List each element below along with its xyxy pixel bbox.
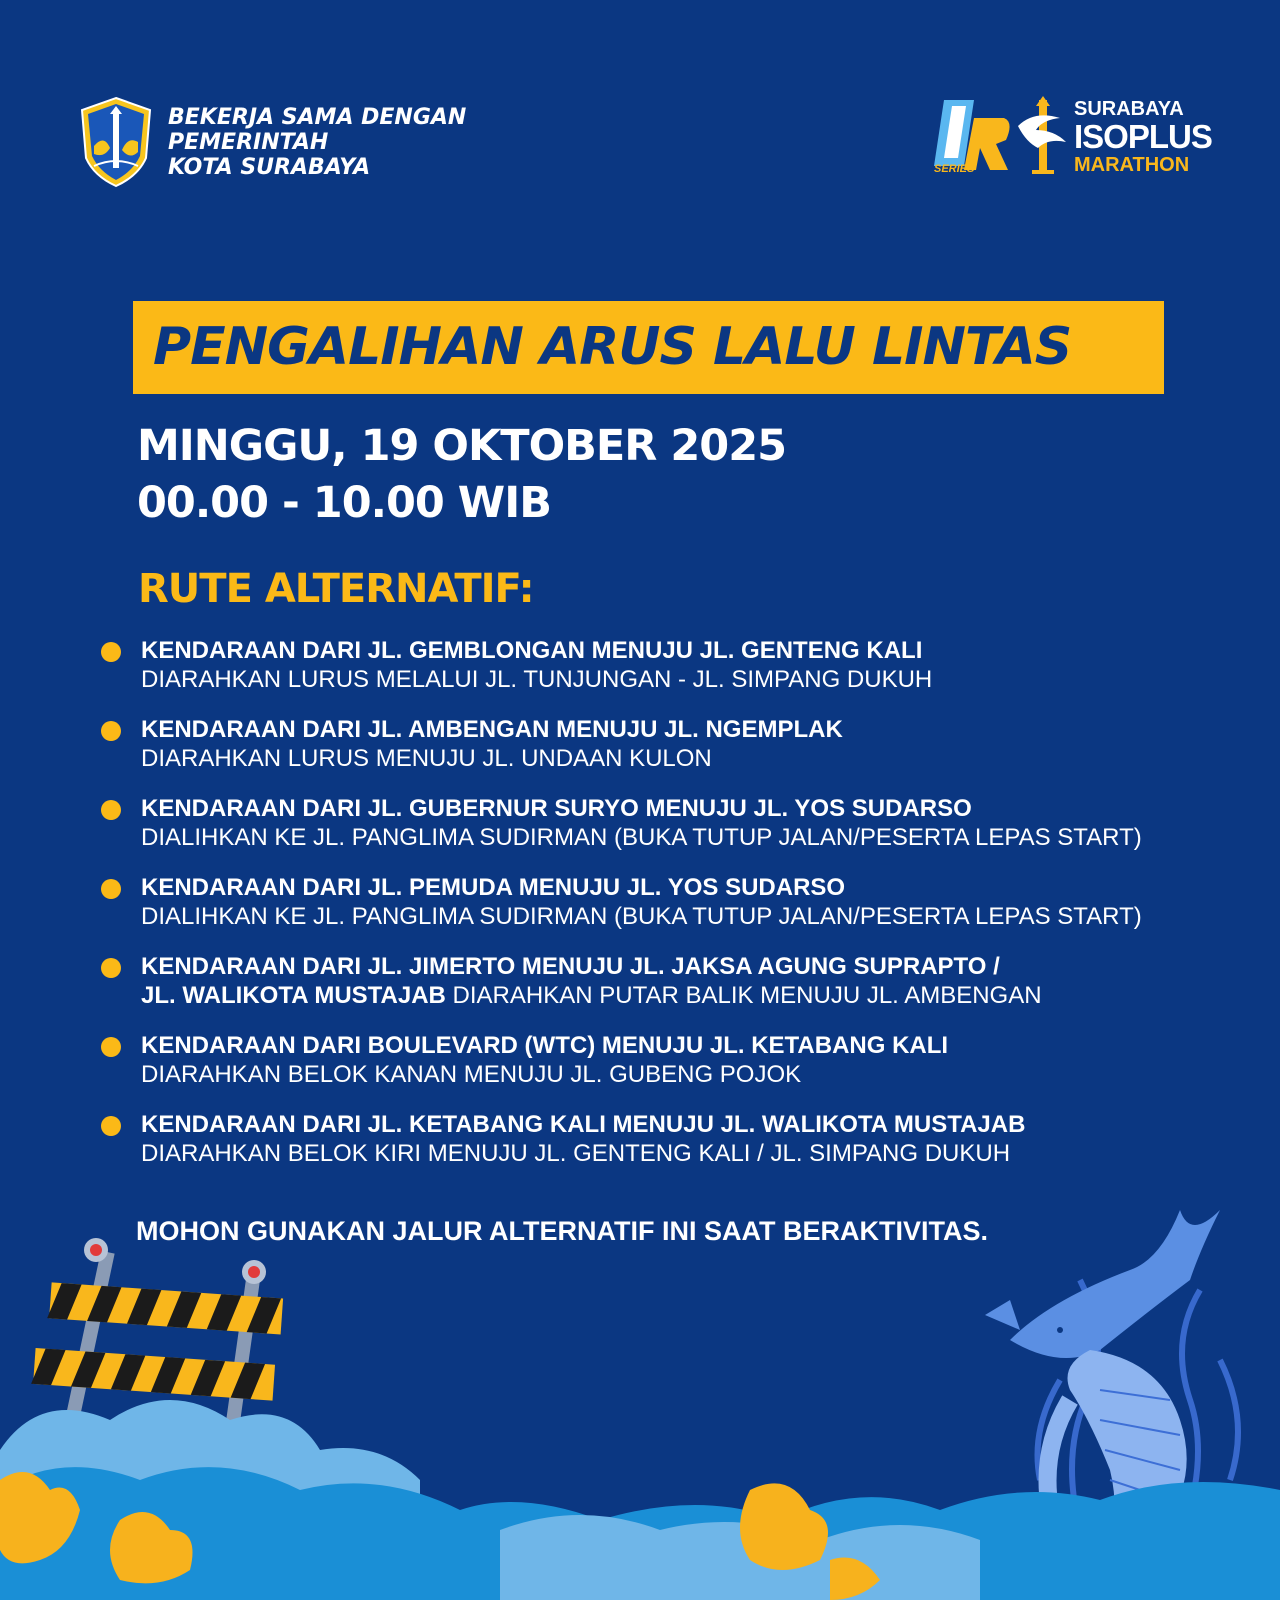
page-title: PENGALIHAN ARUS LALU LINTAS <box>153 317 1072 377</box>
route-direction: DIARAHKAN LURUS MENUJU JL. UNDAAN KULON <box>141 745 712 772</box>
route-direction: DIARAHKAN LURUS MELALUI JL. TUNJUNGAN - JL. SIMPANG DUKUH <box>141 666 933 693</box>
bullet-icon <box>101 958 121 978</box>
list-item <box>98 952 1268 1031</box>
brand-event: MARATHON <box>1074 154 1190 176</box>
route-direction: DIARAHKAN BELOK KANAN MENUJU JL. GUBENG POJOK <box>141 1061 802 1088</box>
list-item <box>98 794 1268 873</box>
title-banner <box>133 301 1164 394</box>
route-from: KENDARAAN DARI JL. KETABANG KALI MENUJU JL. WALIKOTA MUSTAJAB <box>141 1111 1026 1138</box>
route-from: KENDARAAN DARI JL. GEMBLONGAN MENUJU JL. GENTENG KALI <box>141 637 923 664</box>
route-from: KENDARAAN DARI JL. GUBERNUR SURYO MENUJU JL. YOS SUDARSO <box>141 795 972 822</box>
partner-block <box>80 96 466 188</box>
date-line: MINGGU, 19 OKTOBER 2025 <box>137 421 787 471</box>
list-item <box>98 1031 1268 1110</box>
surabaya-emblem-icon <box>80 96 152 188</box>
partner-line-1: BEKERJA SAMA DENGAN <box>168 104 467 130</box>
partner-line-3: KOTA SURABAYA <box>168 154 371 180</box>
series-label: SERIES <box>934 163 975 175</box>
route-direction: DIARAHKAN BELOK KIRI MENUJU JL. GENTENG KALI / JL. SIMPANG DUKUH <box>141 1140 1011 1167</box>
schedule <box>137 418 786 532</box>
waves-icon <box>0 1400 1280 1600</box>
route-from: KENDARAAN DARI JL. PEMUDA MENUJU JL. YOS SUDARSO <box>141 874 846 901</box>
bullet-icon <box>101 721 121 741</box>
route-from: KENDARAAN DARI BOULEVARD (WTC) MENUJU JL. KETABANG KALI <box>141 1032 949 1059</box>
alternative-routes-heading: RUTE ALTERNATIF: <box>138 566 534 612</box>
brand-name: ISOPLUS <box>1074 118 1212 155</box>
marathon-logo <box>930 96 1212 186</box>
list-item <box>98 636 1268 715</box>
series-logo-icon <box>930 100 1012 176</box>
notice-text: MOHON GUNAKAN JALUR ALTERNATIF INI SAAT BERAKTIVITAS. <box>136 1216 988 1246</box>
brand-text <box>1074 98 1212 176</box>
brand-city: SURABAYA <box>1074 98 1184 120</box>
route-direction <box>141 981 1268 1010</box>
time-line: 00.00 - 10.00 WIB <box>137 478 551 528</box>
routes-list <box>98 636 1268 1189</box>
route-direction: DIALIHKAN KE JL. PANGLIMA SUDIRMAN (BUKA TUTUP JALAN/PESERTA LEPAS START) <box>141 824 1142 851</box>
list-item <box>98 715 1268 794</box>
bullet-icon <box>101 1116 121 1136</box>
partner-text <box>168 105 466 180</box>
partner-line-2: PEMERINTAH <box>168 129 329 155</box>
route-direction: DIALIHKAN KE JL. PANGLIMA SUDIRMAN (BUKA TUTUP JALAN/PESERTA LEPAS START) <box>141 903 1142 930</box>
monument-swirl-icon <box>1014 96 1072 178</box>
decorative-artwork <box>0 1150 1280 1600</box>
route-from: KENDARAAN DARI JL. JIMERTO MENUJU JL. JAKSA AGUNG SUPRAPTO / <box>141 953 1000 980</box>
route-from-continued: JL. WALIKOTA MUSTAJAB <box>141 982 446 1009</box>
list-item <box>98 873 1268 952</box>
bullet-icon <box>101 879 121 899</box>
bullet-icon <box>101 800 121 820</box>
route-direction-text: DIARAHKAN PUTAR BALIK MENUJU JL. AMBENGAN <box>445 982 1042 1009</box>
route-from: KENDARAAN DARI JL. AMBENGAN MENUJU JL. NGEMPLAK <box>141 716 843 743</box>
bullet-icon <box>101 642 121 662</box>
bullet-icon <box>101 1037 121 1057</box>
